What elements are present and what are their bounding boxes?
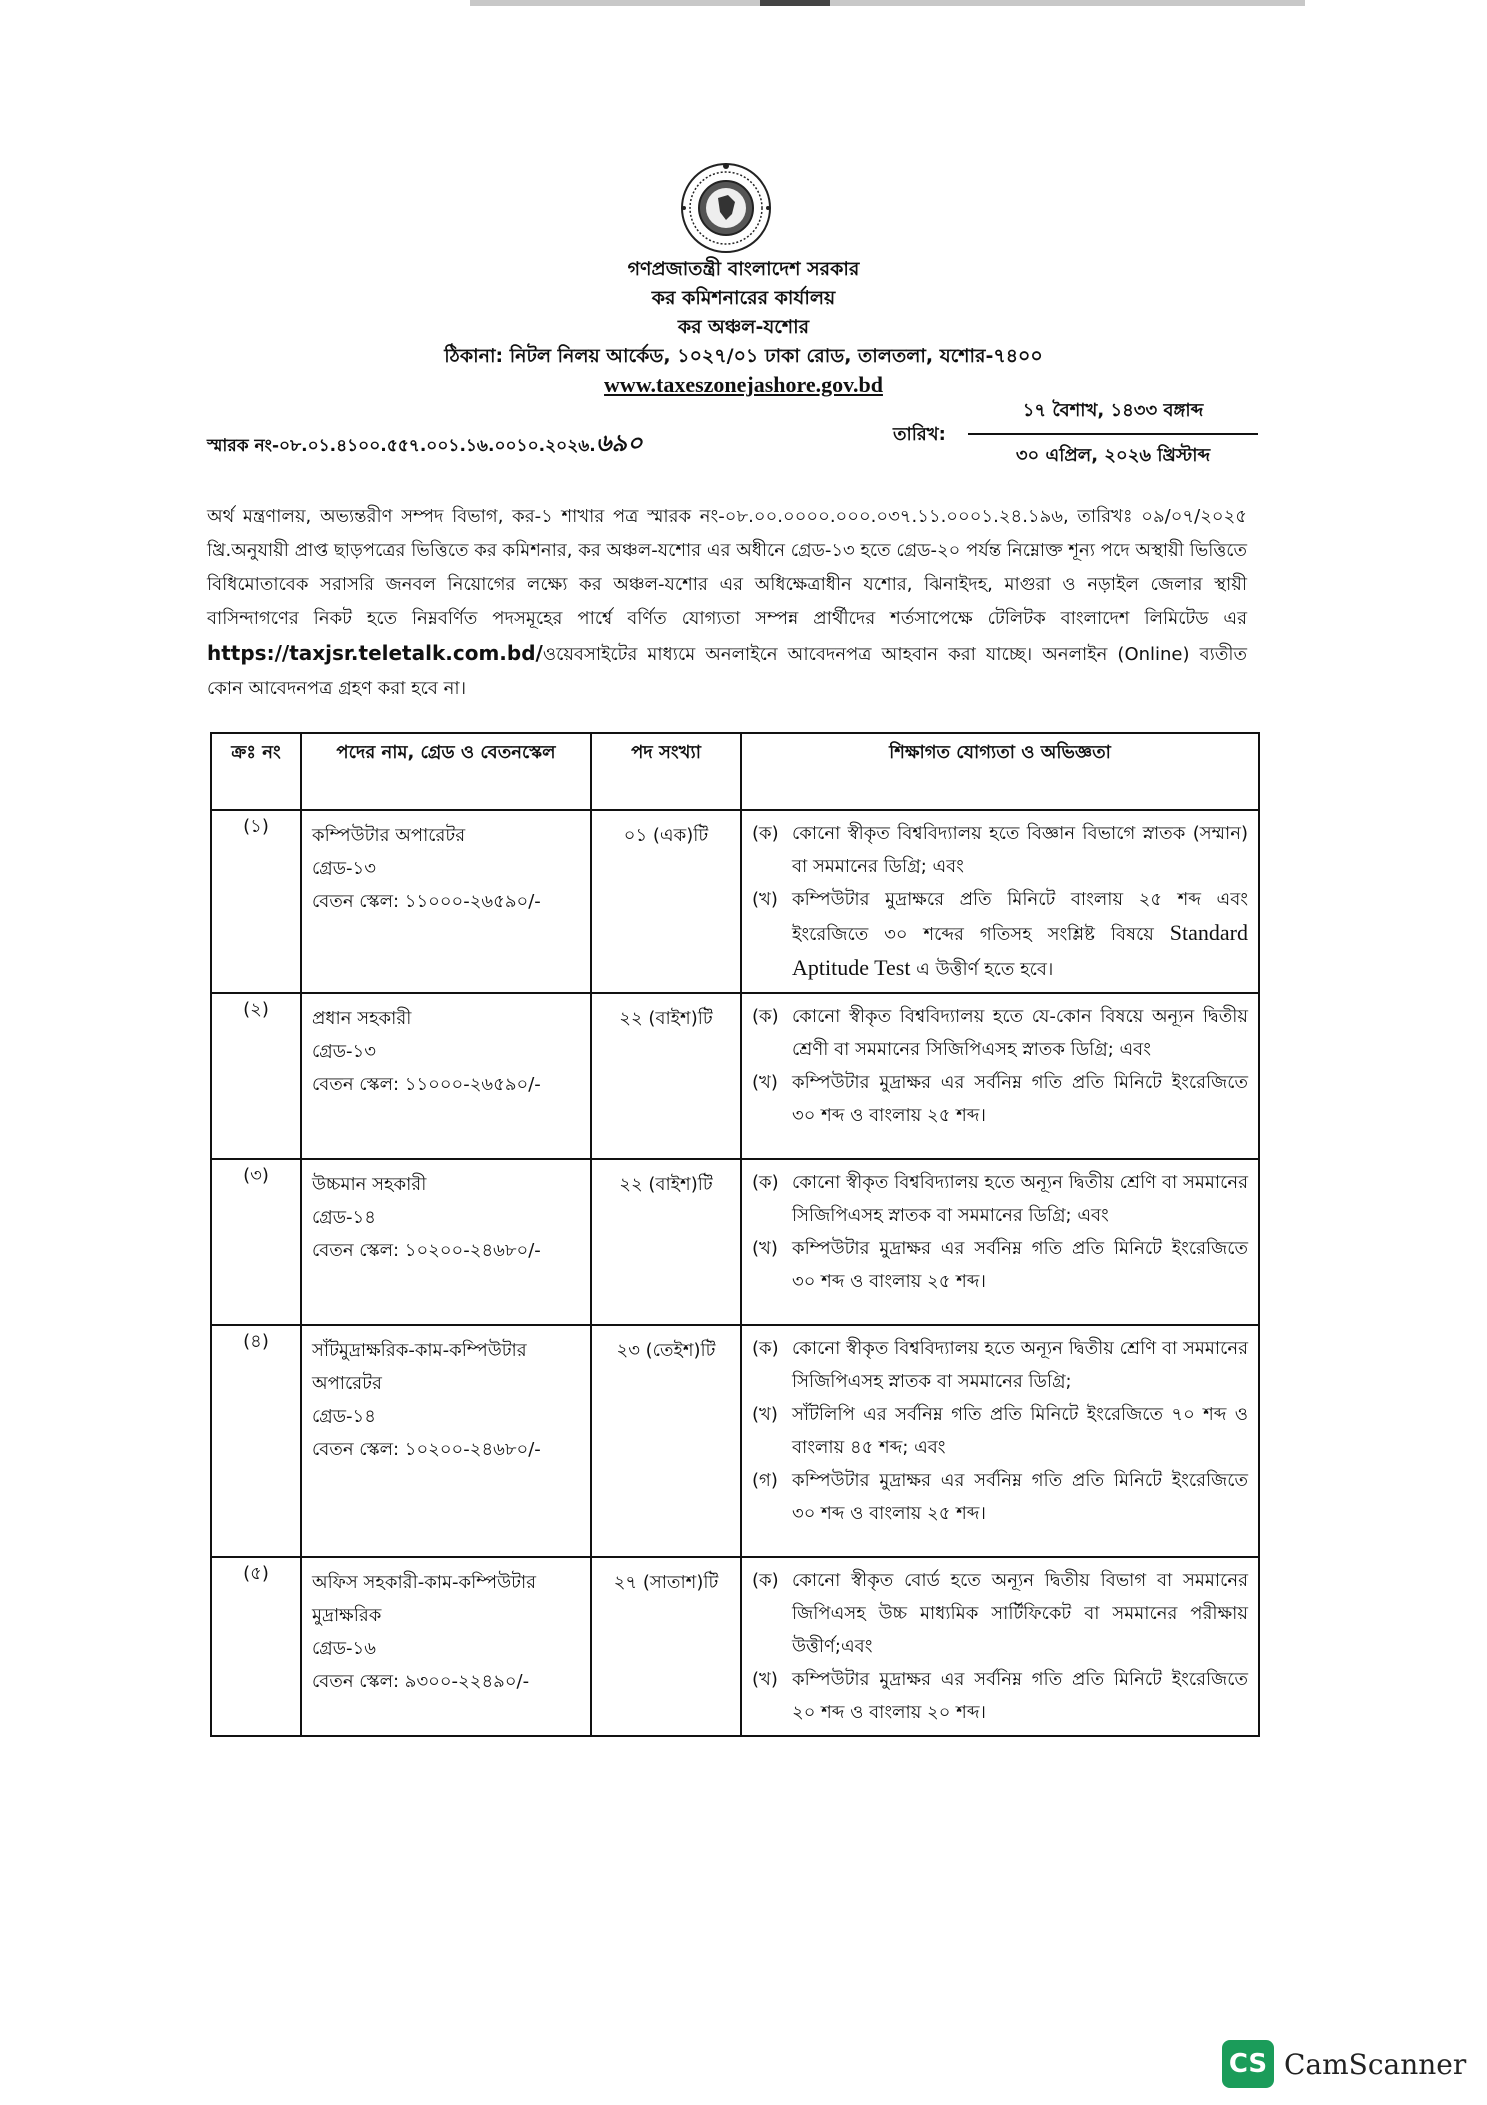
- government-seal-icon: [680, 162, 772, 254]
- row-post: [301, 810, 591, 993]
- qualification-item: [752, 1232, 1248, 1298]
- header-serial: ক্রঃ নং: [211, 733, 301, 810]
- row-qualification: [741, 1557, 1259, 1736]
- qualification-item: [752, 1332, 1248, 1398]
- item-mark: (ক): [752, 823, 779, 844]
- item-text-tail: এ উত্তীর্ণ হতে হবে।: [910, 959, 1054, 980]
- row-qualification: [741, 1159, 1259, 1325]
- item-text: কম্পিউটার মুদ্রাক্ষরে প্রতি মিনিটে বাংলায় ২৫ শব্দ এবং ইংরেজিতে ৩০ শব্দের গতিসহ সংশ্লিষ্ট বিষয়ে: [792, 889, 1248, 945]
- scan-top-edge: [470, 0, 1305, 6]
- row-post: [301, 993, 591, 1159]
- item-mark: (খ): [752, 1669, 778, 1690]
- item-text: সাঁটলিপি এর সর্বনিম্ন গতি প্রতি মিনিটে ইংরেজিতে ৭০ শব্দ ও বাংলায় ৪৫ শব্দ; এবং: [792, 1404, 1248, 1458]
- row-count: ২৭ (সাতাশ)টি: [591, 1557, 741, 1736]
- table-row: [211, 1325, 1259, 1557]
- office-website[interactable]: www.taxeszonejashore.gov.bd: [604, 372, 883, 397]
- intro-paragraph: [207, 500, 1247, 706]
- post-grade: গ্রেড-১৪: [312, 1406, 376, 1427]
- qualification-item: [752, 1398, 1248, 1464]
- camscanner-text: CamScanner: [1284, 2047, 1467, 2081]
- application-link[interactable]: https://taxjsr.teletalk.com.bd/: [207, 641, 543, 665]
- item-text: কম্পিউটার মুদ্রাক্ষর এর সর্বনিম্ন গতি প্রতি মিনিটে ইংরেজিতে ৩০ শব্দ ও বাংলায় ২৫ শব্দ।: [792, 1238, 1248, 1292]
- item-text-english: Standard Aptitude Test: [792, 920, 1248, 980]
- qualification-item: [752, 1066, 1248, 1132]
- row-count: ২৩ (তেইশ)টি: [591, 1325, 741, 1557]
- camscanner-watermark: [1222, 2040, 1466, 2088]
- row-serial: (১): [211, 810, 301, 993]
- item-mark: (খ): [752, 1072, 778, 1093]
- row-qualification: [741, 993, 1259, 1159]
- item-text: কোনো স্বীকৃত বিশ্ববিদ্যালয় হতে অন্যূন দ্বিতীয় শ্রেণি বা সমমানের সিজিপিএসহ স্নাতক বা সমমানের ডিগ্রি; এবং: [792, 1172, 1248, 1226]
- row-count: ২২ (বাইশ)টি: [591, 993, 741, 1159]
- post-scale: বেতন স্কেল: ১০২০০-২৪৬৮০/-: [312, 1240, 541, 1261]
- row-serial: (২): [211, 993, 301, 1159]
- item-mark: (ক): [752, 1172, 779, 1193]
- date-label: তারিখ:: [893, 424, 946, 445]
- header-count: পদ সংখ্যা: [591, 733, 741, 810]
- camscanner-logo-icon: CS: [1222, 2040, 1274, 2088]
- scan-top-mark: [760, 0, 830, 6]
- item-mark: (গ): [752, 1470, 778, 1491]
- memo-label: স্মারক নং-০৮.০১.৪১০০.৫৫৭.০০১.১৬.০০১০.২০২৬.: [207, 436, 596, 456]
- row-qualification: [741, 810, 1259, 993]
- post-name: উচ্চমান সহকারী: [312, 1174, 427, 1195]
- office-name: কর কমিশনারের কার্যালয়: [651, 287, 836, 309]
- post-scale: বেতন স্কেল: ১১০০০-২৬৫৯০/-: [312, 891, 541, 912]
- row-serial: (৫): [211, 1557, 301, 1736]
- header-qualification: শিক্ষাগত যোগ্যতা ও অভিজ্ঞতা: [741, 733, 1259, 810]
- post-grade: গ্রেড-১৪: [312, 1207, 376, 1228]
- item-text: কম্পিউটার মুদ্রাক্ষর এর সর্বনিম্ন গতি প্রতি মিনিটে ইংরেজিতে ২০ শব্দ ও বাংলায় ২০ শব্দ।: [792, 1669, 1248, 1723]
- item-text: কোনো স্বীকৃত বিশ্ববিদ্যালয় হতে বিজ্ঞান বিভাগে স্নাতক (সম্মান) বা সমমানের ডিগ্রি; এবং: [792, 823, 1248, 877]
- item-text: কোনো স্বীকৃত বিশ্ববিদ্যালয় হতে অন্যূন দ্বিতীয় শ্রেণি বা সমমানের সিজিপিএসহ স্নাতক বা সমমানের ডিগ্রি;: [792, 1338, 1248, 1392]
- post-grade: গ্রেড-১৩: [312, 1041, 376, 1062]
- qualification-item: [752, 1166, 1248, 1232]
- item-mark: (ক): [752, 1006, 779, 1027]
- date-bangla: ১৭ বৈশাখ, ১৪৩৩ বঙ্গাব্দ: [968, 396, 1258, 435]
- table-row: [211, 810, 1259, 993]
- office-address: ঠিকানা: নিটল নিলয় আর্কেড, ১০২৭/০১ ঢাকা রোড, তালতলা, যশোর-৭৪০০: [444, 345, 1043, 367]
- post-grade: গ্রেড-১৬: [312, 1638, 376, 1659]
- item-text: কোনো স্বীকৃত বিশ্ববিদ্যালয় হতে যে-কোন বিষয়ে অন্যূন দ্বিতীয় শ্রেণী বা সমমানের সিজিপিএসহ স্নাতক ডিগ্রি; এবং: [792, 1006, 1248, 1060]
- row-post: [301, 1557, 591, 1736]
- post-scale: বেতন স্কেল: ১০২০০-২৪৬৮০/-: [312, 1439, 541, 1460]
- qualification-item: [752, 1000, 1248, 1066]
- header-post: পদের নাম, গ্রেড ও বেতনস্কেল: [301, 733, 591, 810]
- item-mark: (ক): [752, 1570, 779, 1591]
- row-count: ২২ (বাইশ)টি: [591, 1159, 741, 1325]
- item-mark: (খ): [752, 889, 778, 910]
- qualification-item: [752, 1564, 1248, 1663]
- row-post: [301, 1325, 591, 1557]
- row-count: ০১ (এক)টি: [591, 810, 741, 993]
- post-scale: বেতন স্কেল: ১১০০০-২৬৫৯০/-: [312, 1074, 541, 1095]
- date-english: ৩০ এপ্রিল, ২০২৬ খ্রিস্টাব্দ: [1015, 445, 1211, 466]
- post-scale: বেতন স্কেল: ৯৩০০-২২৪৯০/-: [312, 1671, 530, 1692]
- item-text: কম্পিউটার মুদ্রাক্ষর এর সর্বনিম্ন গতি প্রতি মিনিটে ইংরেজিতে ৩০ শব্দ ও বাংলায় ২৫ শব্দ।: [792, 1470, 1248, 1524]
- item-mark: (খ): [752, 1404, 778, 1425]
- item-mark: (খ): [752, 1238, 778, 1259]
- memo-handwritten-number: ৬৯০: [595, 431, 643, 457]
- post-name: কম্পিউটার অপারেটর: [312, 825, 466, 846]
- table-row: [211, 993, 1259, 1159]
- table-header-row: [211, 733, 1259, 810]
- table-row: [211, 1159, 1259, 1325]
- row-qualification: [741, 1325, 1259, 1557]
- post-name: প্রধান সহকারী: [312, 1008, 412, 1029]
- qualification-item: [752, 1464, 1248, 1530]
- item-mark: (ক): [752, 1338, 779, 1359]
- row-serial: (৩): [211, 1159, 301, 1325]
- item-text: কম্পিউটার মুদ্রাক্ষর এর সর্বনিম্ন গতি প্রতি মিনিটে ইংরেজিতে ৩০ শব্দ ও বাংলায় ২৫ শব্দ।: [792, 1072, 1248, 1126]
- qualification-item: [752, 883, 1248, 986]
- qualification-item: [752, 817, 1248, 883]
- post-name: সাঁটমুদ্রাক্ষরিক-কাম-কম্পিউটার অপারেটর: [312, 1340, 527, 1394]
- intro-text-2: ওয়েবসাইটের মাধ্যমে অনলাইনে আবেদনপত্র আহবান করা যাচ্ছে। অনলাইন (Online) ব্যতীত কোন আবেদনপত্র গ্রহণ করা হবে না।: [207, 644, 1247, 699]
- intro-text-1: অর্থ মন্ত্রণালয়, অভ্যন্তরীণ সম্পদ বিভাগ, কর-১ শাখার পত্র স্মারক নং-০৮.০০.০০০০.০০০.০৩৭.১১.০০০১.২৪.১৯৬, তারিখঃ ০৯/০৭/২০২৫ খ্রি.অনুযায়ী প্রাপ্ত ছাড়পত্রের ভিত্তিতে কর কমিশনার, কর অঞ্চল-যশোর এর অধীনে গ্রেড-১৩ হতে গ্রেড-২০ পর্যন্ত নিম্নোক্ত শূন্য পদে অস্থায়ী ভিত্তিতে বিধিমোতাবেক সরাসরি জনবল নিয়োগের লক্ষ্যে কর অঞ্চল-যশোর এর অধিক্ষেত্রাধীন যশোর, ঝিনাইদহ, মাগুরা ও নড়াইল জেলার স্থায়ী বাসিন্দাগণের নিকট হতে নিম্নবর্ণিত পদসমূহের পার্শ্বে বর্ণিত যোগ্যতা সম্পন্ন প্রার্থীদের শর্তসাপেক্ষে টেলিটক বাংলাদেশ লিমিটেড এর: [207, 506, 1247, 629]
- table-row: [211, 1557, 1259, 1736]
- vacancy-table: [210, 732, 1260, 1737]
- row-post: [301, 1159, 591, 1325]
- qualification-item: [752, 1663, 1248, 1729]
- item-text-block: [792, 883, 1248, 986]
- gov-name: গণপ্রজাতন্ত্রী বাংলাদেশ সরকার: [627, 258, 860, 280]
- item-text: কোনো স্বীকৃত বোর্ড হতে অন্যূন দ্বিতীয় বিভাগ বা সমমানের জিপিএসহ উচ্চ মাধ্যমিক সার্টিফিকেট বা সমমানের পরীক্ষায় উত্তীর্ণ;এবং: [792, 1570, 1248, 1657]
- zone-name: কর অঞ্চল-যশোর: [677, 316, 810, 338]
- date-block: [968, 396, 1258, 472]
- row-serial: (৪): [211, 1325, 301, 1557]
- post-name: অফিস সহকারী-কাম-কম্পিউটার মুদ্রাক্ষরিক: [312, 1572, 537, 1626]
- memo-number: [207, 425, 643, 465]
- post-grade: গ্রেড-১৩: [312, 858, 376, 879]
